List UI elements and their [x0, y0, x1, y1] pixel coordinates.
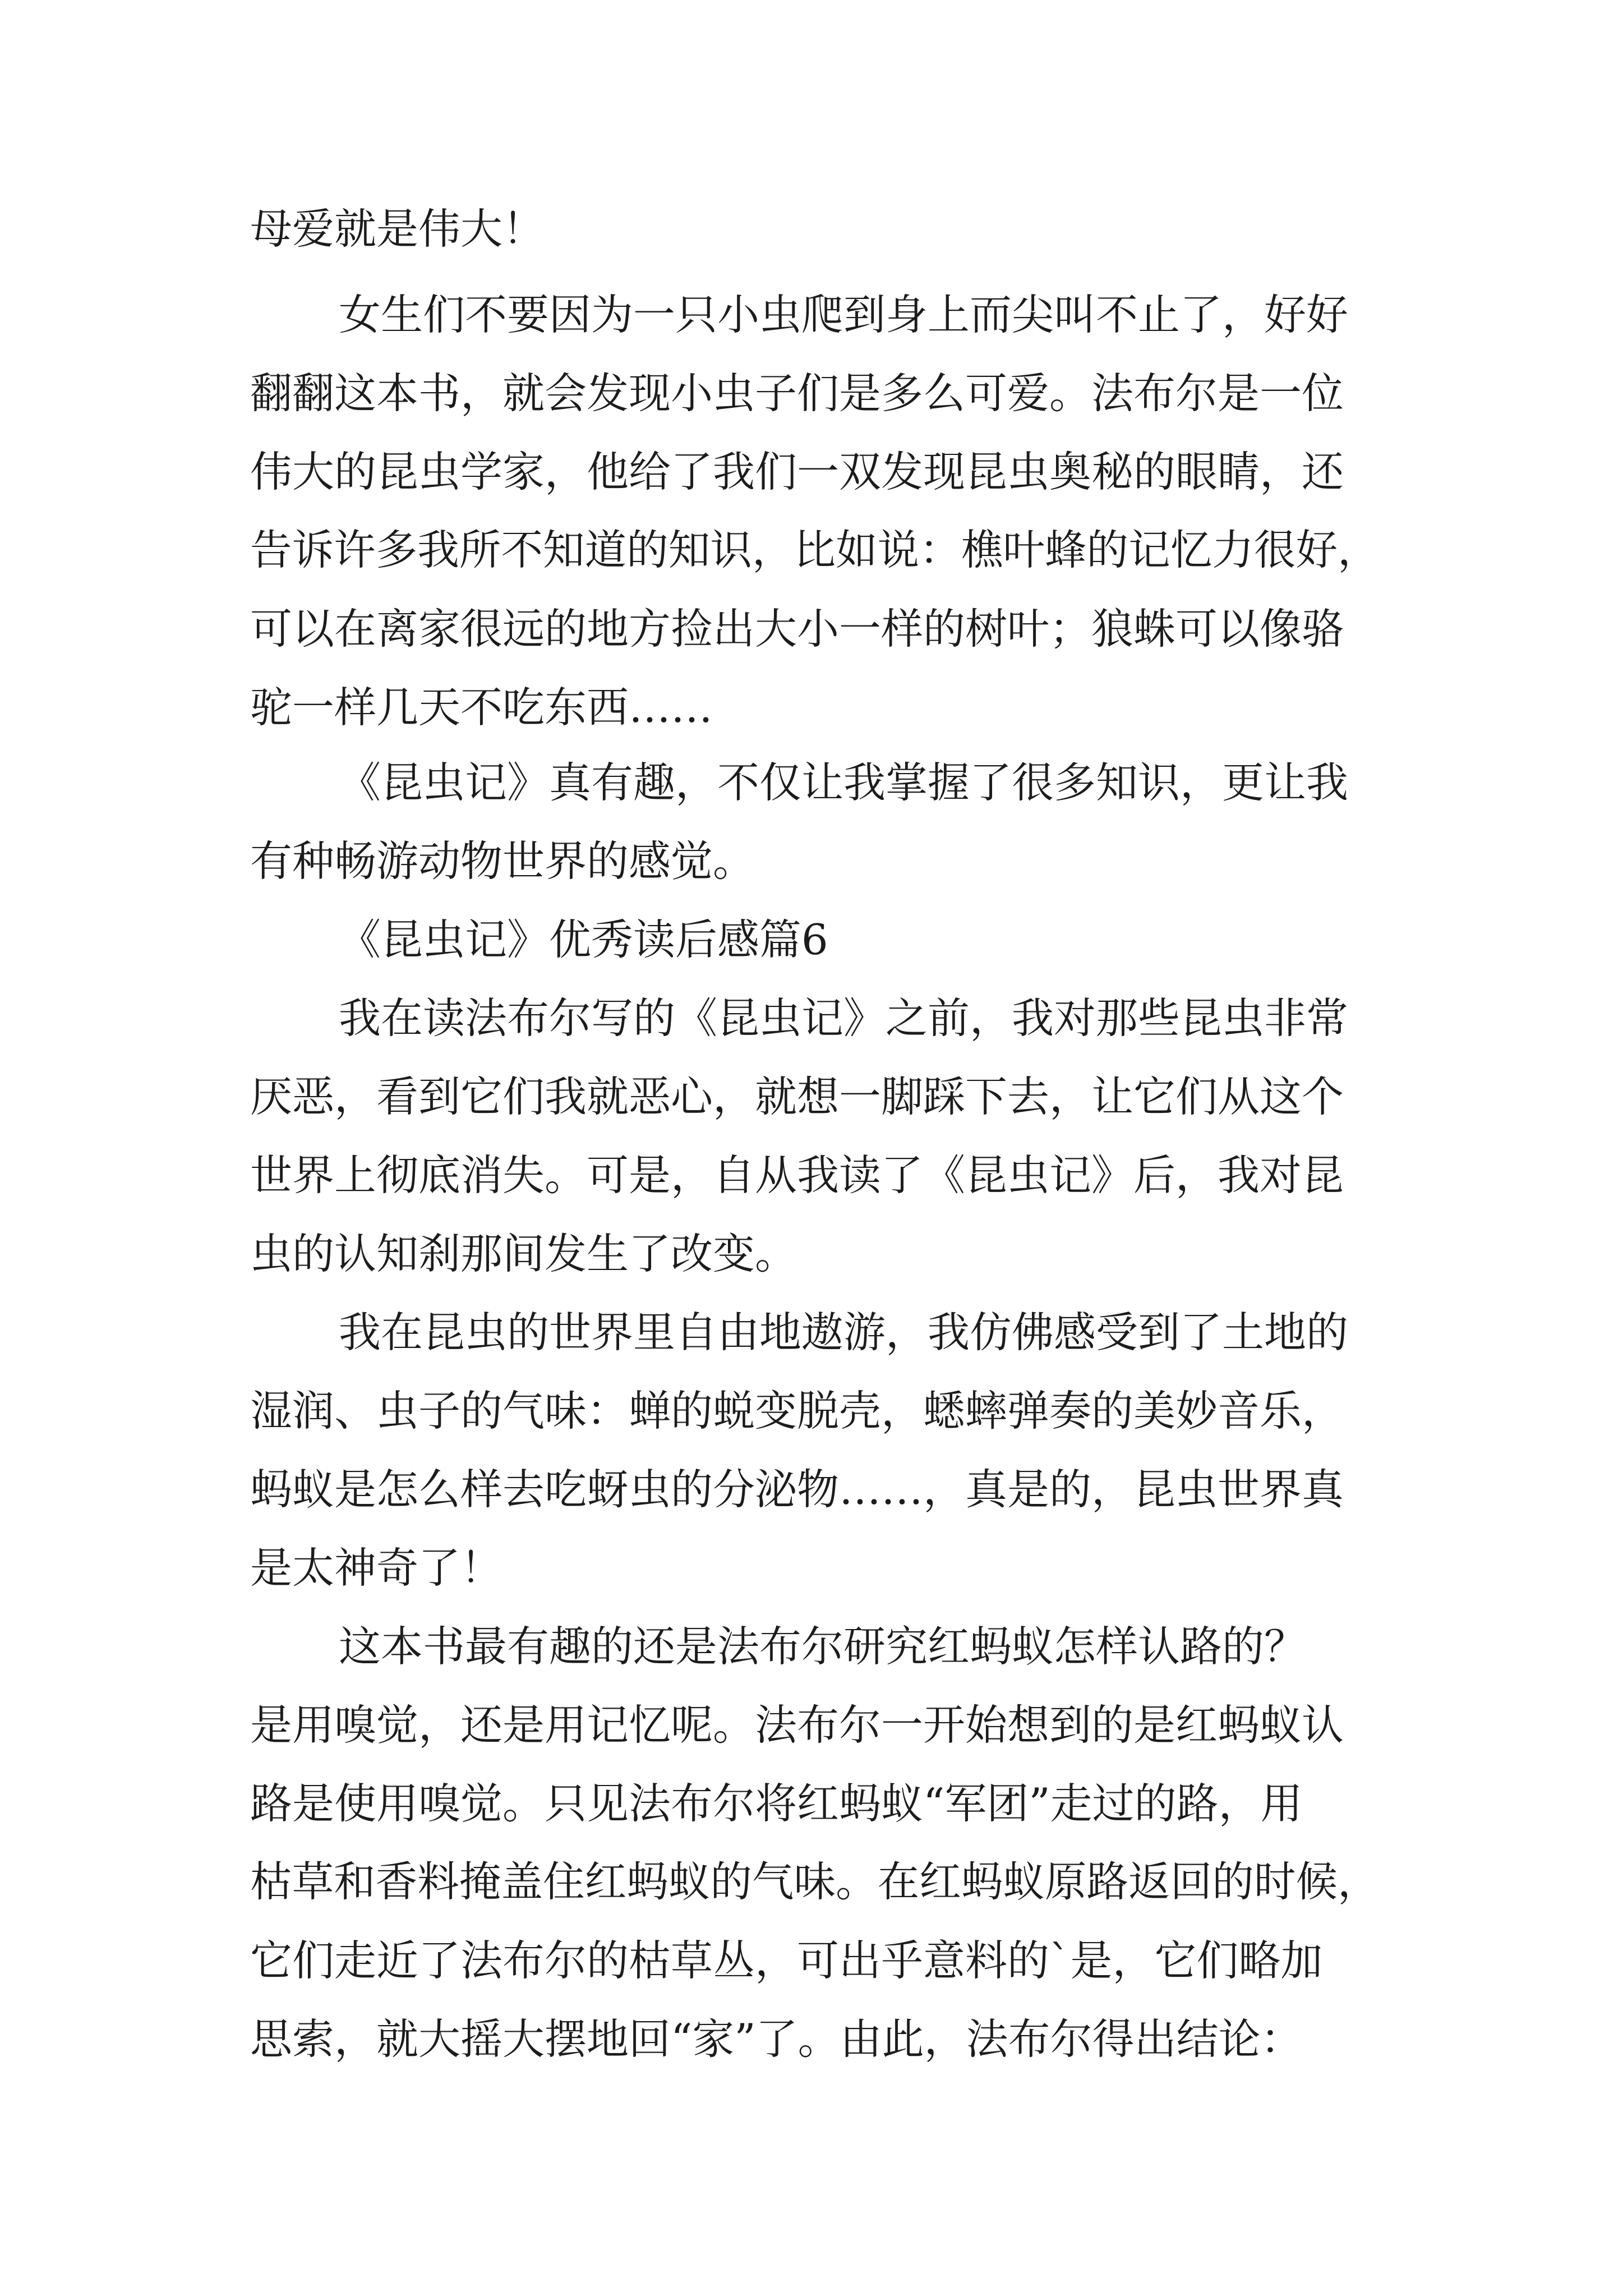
text-line: 我在读法布尔写的《昆虫记》之前，我对那些昆虫非常: [339, 993, 1349, 1043]
section-heading: 《昆虫记》优秀读后感篇6: [339, 915, 828, 964]
text-line: 枯草和香料掩盖住红蚂蚁的气味。在红蚂蚁原路返回的时候，: [250, 1857, 1380, 1906]
text-line: 这本书最有趣的还是法布尔研究红蚂蚁怎样认路的？: [339, 1622, 1307, 1671]
text-line: 驼一样几天不吃东西……: [250, 683, 713, 732]
text-line: 告诉许多我所不知道的知识，比如说：樵叶蜂的记忆力很好，: [250, 526, 1380, 574]
text-line: 思索，就大摇大摆地回“家”了。由此，法布尔得出结论：: [250, 2014, 1303, 2064]
text-line: 它们走近了法布尔的枯草丛，可出乎意料的`是，它们略加: [250, 1936, 1323, 1985]
text-line: 翻翻这本书，就会发现小虫子们是多么可爱。法布尔是一位: [250, 369, 1344, 418]
text-line: 母爱就是伟大！: [250, 204, 545, 254]
text-line: 女生们不要因为一只小虫爬到身上而尖叫不止了，好好: [339, 290, 1349, 339]
text-line: 世界上彻底消失。可是，自从我读了《昆虫记》后，我对昆: [250, 1151, 1344, 1200]
text-line: 虫的认知刹那间发生了改变。: [250, 1229, 797, 1278]
text-line: 路是使用嗅觉。只见法布尔将红蚂蚁“军团”走过的路，用: [250, 1779, 1303, 1828]
text-line: 是用嗅觉，还是用记忆呢。法布尔一开始想到的是红蚂蚁认: [250, 1700, 1344, 1750]
text-line: 伟大的昆虫学家，他给了我们一双发现昆虫奥秘的眼睛，还: [250, 447, 1344, 496]
text-line: 可以在离家很远的地方捡出大小一样的树叶；狼蛛可以像骆: [250, 604, 1344, 654]
text-line: 湿润、虫子的气味：蝉的蜕变脱壳，蟋蟀弹奏的美妙音乐，: [250, 1386, 1344, 1435]
text-line: 《昆虫记》真有趣，不仅让我掌握了很多知识，更让我: [339, 758, 1349, 807]
text-line: 有种畅游动物世界的感觉。: [250, 836, 755, 886]
text-line: 厌恶，看到它们我就恶心，就想一脚踩下去，让它们从这个: [250, 1072, 1344, 1121]
text-line: 是太神奇了！: [250, 1543, 503, 1593]
text-line: 蚂蚁是怎么样去吃蚜虫的分泌物……，真是的，昆虫世界真: [250, 1465, 1344, 1514]
text-line: 我在昆虫的世界里自由地遨游，我仿佛感受到了土地的: [339, 1308, 1349, 1357]
